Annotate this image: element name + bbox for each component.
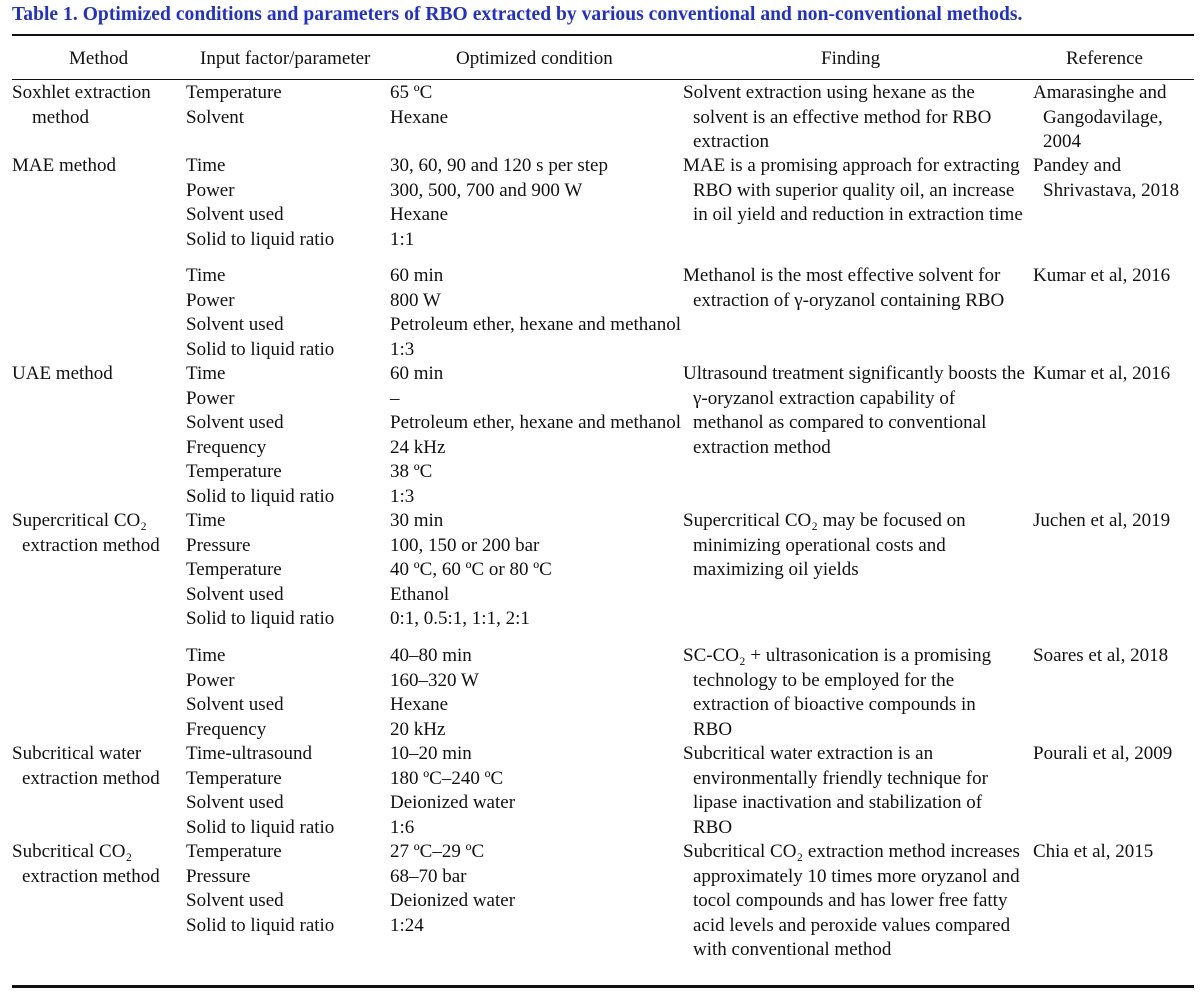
reference-cell [1033, 840, 1198, 865]
factor-item: Time [186, 363, 226, 384]
method-cell [12, 742, 182, 791]
factor-item: Solvent used [186, 583, 284, 605]
method-cell [12, 362, 182, 387]
condition-item: – [390, 387, 400, 409]
reference-cell [1033, 264, 1198, 289]
condition-item: 38 ºC [390, 461, 433, 483]
factor-item: Temperature [186, 559, 282, 581]
reference-text: Chia et al, 2015 [1033, 841, 1154, 862]
finding-cell [683, 154, 1025, 228]
header-rule [12, 79, 1194, 80]
condition-item: 0:1, 0.5:1, 1:1, 2:1 [390, 608, 530, 630]
method-label: MAE method [12, 155, 116, 176]
condition-item: 180 ºC–240 ºC [390, 767, 504, 789]
reference-cell [1033, 644, 1198, 669]
reference-text: Juchen et al, 2019 [1033, 510, 1171, 531]
reference-cell [1033, 81, 1198, 155]
condition-cell [390, 362, 700, 510]
condition-item: Hexane [390, 204, 449, 226]
factor-cell [186, 362, 396, 510]
condition-cell [390, 509, 700, 632]
factor-item: Solvent used [186, 890, 284, 912]
method-cell [12, 509, 182, 558]
bottom-rule [12, 985, 1194, 988]
condition-item: 10–20 min [390, 743, 472, 764]
finding-text: Subcritical water extraction is an environmentally friendly technique for lipase inactivation and stabilization of RBO [683, 743, 988, 838]
condition-item: Hexane [390, 106, 449, 128]
reference-cell [1033, 742, 1198, 767]
factor-item: Solvent used [186, 792, 284, 814]
factor-item: Pressure [186, 534, 251, 556]
factor-item: Time [186, 510, 226, 531]
factor-item: Temperature [186, 82, 282, 103]
reference-text: Kumar et al, 2016 [1033, 363, 1171, 384]
condition-item: 30, 60, 90 and 120 s per step [390, 155, 608, 176]
factor-cell [186, 509, 396, 632]
reference-cell [1033, 154, 1198, 203]
factor-item: Solid to liquid ratio [186, 914, 335, 936]
method-label: Soxhlet extraction method [12, 82, 151, 128]
condition-cell [390, 154, 700, 252]
factor-item: Temperature [186, 841, 282, 862]
condition-item: 160–320 W [390, 669, 479, 691]
condition-item: 24 kHz [390, 436, 446, 458]
condition-item: 1:1 [390, 228, 415, 250]
condition-cell [390, 742, 700, 840]
condition-item: 27 ºC–29 ºC [390, 841, 485, 862]
factor-item: Solid to liquid ratio [186, 228, 335, 250]
factor-item: Solid to liquid ratio [186, 608, 335, 630]
factor-item: Solvent [186, 106, 245, 128]
condition-item: 40–80 min [390, 645, 472, 666]
method-cell [12, 154, 182, 179]
finding-text: Methanol is the most effective solvent for extraction of γ-oryzanol containing RBO [683, 265, 1005, 311]
finding-cell [683, 742, 1025, 840]
factor-item: Solid to liquid ratio [186, 816, 335, 838]
factor-item: Frequency [186, 718, 267, 740]
condition-cell [390, 840, 700, 938]
finding-text: Ultrasound treatment significantly boosts the γ-oryzanol extraction capability of methanol as compared to conventional extraction method [683, 363, 1025, 458]
factor-cell [186, 840, 396, 938]
method-cell [12, 81, 182, 130]
factor-item: Solvent used [186, 694, 284, 716]
reference-text: Soares et al, 2018 [1033, 645, 1169, 666]
header-method: Method [69, 48, 129, 69]
condition-item: 1:6 [390, 816, 415, 838]
condition-cell [390, 81, 700, 130]
method-label: Supercritical CO₂ extraction method [12, 510, 160, 556]
factor-item: Time [186, 645, 226, 666]
finding-cell [683, 81, 1025, 155]
condition-item: 1:3 [390, 485, 415, 507]
condition-item: Deionized water [390, 890, 516, 912]
table-caption: Table 1. Optimized conditions and parameters of RBO extracted by various conventional and non-conventional methods. [12, 4, 1023, 25]
factor-item: Solvent used [186, 412, 284, 434]
factor-item: Time [186, 265, 226, 286]
condition-item: 300, 500, 700 and 900 W [390, 179, 583, 201]
finding-text: Solvent extraction using hexane as the solvent is an effective method for RBO extraction [683, 82, 992, 153]
reference-text: Kumar et al, 2016 [1033, 265, 1171, 286]
factor-item: Power [186, 179, 235, 201]
factor-item: Solvent used [186, 204, 284, 226]
method-label: Subcritical water extraction method [12, 743, 160, 789]
condition-item: 68–70 bar [390, 865, 467, 887]
condition-item: Deionized water [390, 792, 516, 814]
condition-item: 800 W [390, 289, 441, 311]
condition-cell [390, 264, 700, 362]
top-rule [12, 34, 1194, 36]
condition-item: 20 kHz [390, 718, 446, 740]
condition-item: Ethanol [390, 583, 450, 605]
factor-item: Temperature [186, 461, 282, 483]
factor-item: Time [186, 155, 226, 176]
factor-item: Power [186, 669, 235, 691]
factor-cell [186, 154, 396, 252]
condition-item: 30 min [390, 510, 444, 531]
finding-text: SC-CO₂ + ultrasonication is a promising technology to be employed for the extraction of bioactive compounds in RBO [683, 645, 992, 740]
condition-item: 60 min [390, 265, 444, 286]
factor-item: Time-ultrasound [186, 743, 312, 764]
method-label: Subcritical CO₂ extraction method [12, 841, 160, 887]
condition-item: 60 min [390, 363, 444, 384]
condition-item: 65 ºC [390, 82, 433, 103]
reference-text: Pandey and Shrivastava, 2018 [1033, 155, 1180, 201]
header-input-factor: Input factor/parameter [200, 48, 371, 69]
header-finding: Finding [821, 48, 881, 69]
condition-item: Petroleum ether, hexane and methanol [390, 412, 681, 434]
finding-cell [683, 362, 1025, 460]
factor-cell [186, 81, 396, 130]
condition-item: 100, 150 or 200 bar [390, 534, 540, 556]
reference-cell [1033, 362, 1198, 387]
finding-cell [683, 509, 1025, 583]
factor-item: Pressure [186, 865, 251, 887]
finding-cell [683, 840, 1025, 963]
method-label: UAE method [12, 363, 113, 384]
condition-item: 1:24 [390, 914, 424, 936]
reference-text: Amarasinghe and Gangodavilage, 2004 [1033, 82, 1167, 153]
factor-cell [186, 742, 396, 840]
factor-item: Temperature [186, 767, 282, 789]
reference-text: Pourali et al, 2009 [1033, 743, 1173, 764]
condition-item: 1:3 [390, 338, 415, 360]
factor-cell [186, 644, 396, 742]
finding-text: Supercritical CO₂ may be focused on minimizing operational costs and maximizing oil yields [683, 510, 966, 581]
factor-item: Power [186, 289, 235, 311]
condition-item: 40 ºC, 60 ºC or 80 ºC [390, 559, 552, 581]
reference-cell [1033, 509, 1198, 534]
factor-item: Frequency [186, 436, 267, 458]
header-optimized-condition: Optimized condition [456, 48, 613, 69]
factor-item: Solvent used [186, 314, 284, 336]
condition-cell [390, 644, 700, 742]
factor-item: Solid to liquid ratio [186, 485, 335, 507]
finding-text: MAE is a promising approach for extracting RBO with superior quality oil, an increase in oil yield and reduction in extraction time [683, 155, 1023, 226]
header-reference: Reference [1066, 48, 1143, 69]
factor-item: Solid to liquid ratio [186, 338, 335, 360]
factor-item: Power [186, 387, 235, 409]
finding-text: Subcritical CO₂ extraction method increases approximately 10 times more oryzanol and tocol compounds and has lower free fatty acid levels and peroxide values compared with conventional method [683, 841, 1020, 961]
finding-cell [683, 264, 1025, 313]
finding-cell [683, 644, 1025, 742]
method-cell [12, 840, 182, 889]
condition-item: Petroleum ether, hexane and methanol [390, 314, 681, 336]
condition-item: Hexane [390, 694, 449, 716]
factor-cell [186, 264, 396, 362]
